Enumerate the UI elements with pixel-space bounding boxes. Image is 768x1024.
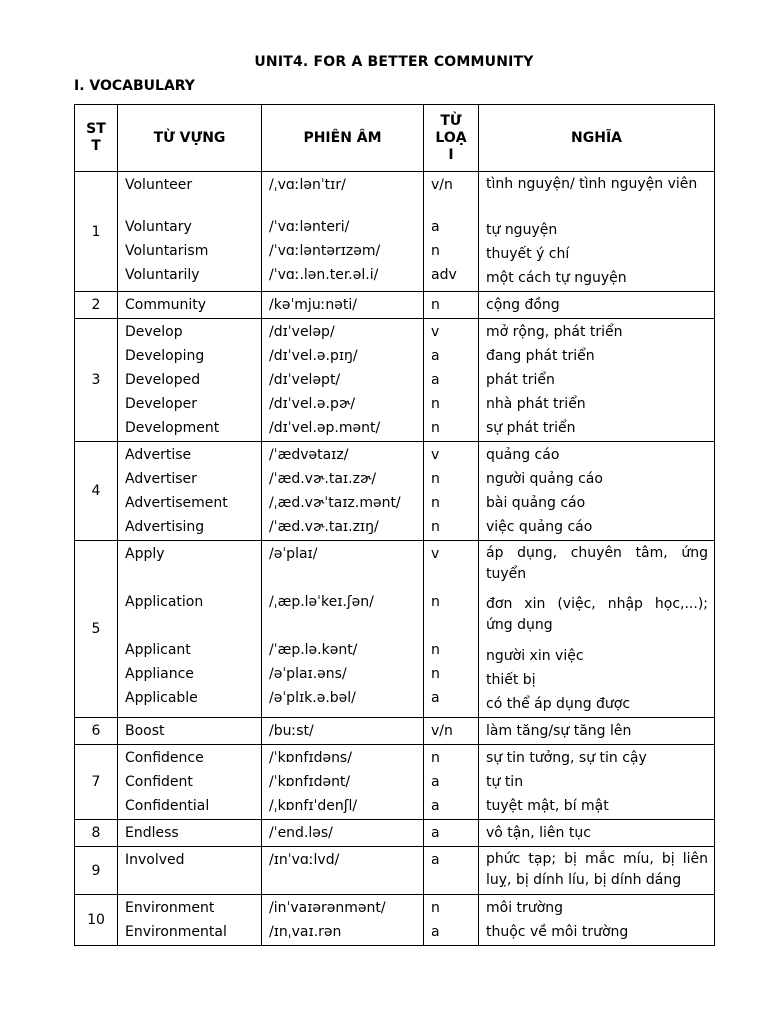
meaning-cell (479, 292, 715, 319)
meaning-item: phức tạp; bị mắc míu, bị liên luỵ, bị dính líu, bị dính dáng (486, 851, 708, 888)
meaning-cell (479, 718, 715, 745)
row-number: 6 (75, 718, 118, 745)
meaning-cell (479, 745, 715, 820)
word-item: Voluntarily (125, 267, 200, 283)
table-row (75, 292, 715, 319)
page-title: UNIT4. FOR A BETTER COMMUNITY (254, 54, 534, 70)
word-item: Developed (125, 372, 201, 388)
ipa-cell (262, 292, 424, 319)
type-item: a (431, 690, 440, 706)
meaning-item: làm tăng/sự tăng lên (486, 723, 632, 739)
type-item: n (431, 594, 440, 610)
meaning-item: áp dụng, chuyên tâm, ứng tuyển (486, 545, 708, 582)
meaning-item: mở rộng, phát triển (486, 324, 623, 340)
type-item: a (431, 924, 440, 940)
meaning-item: thuyết ý chí (486, 246, 570, 262)
type-cell (424, 820, 479, 847)
type-cell (424, 541, 479, 718)
ipa-item: /dɪˈvel.ə.pɚ/ (269, 396, 356, 412)
type-item: n (431, 471, 440, 487)
word-item: Developer (125, 396, 198, 412)
word-cell (118, 172, 262, 292)
type-item: n (431, 243, 440, 259)
word-item: Applicable (125, 690, 198, 706)
ipa-item: /ˌæp.ləˈkeɪ.ʃən/ (269, 594, 374, 610)
type-item: adv (431, 267, 457, 283)
type-item: n (431, 642, 440, 658)
ipa-item: /ˈvɑːləntərɪzəm/ (269, 243, 381, 259)
word-item: Advertiser (125, 471, 197, 487)
table-body (75, 172, 715, 946)
meaning-item: thuộc về môi trường (486, 924, 629, 940)
table-header-row (75, 105, 715, 172)
table-row (75, 541, 715, 718)
meaning-item: một cách tự nguyện (486, 270, 627, 286)
word-item: Develop (125, 324, 183, 340)
type-cell (424, 442, 479, 541)
meaning-item: tuyệt mật, bí mật (486, 798, 609, 814)
row-number: 3 (75, 319, 118, 442)
type-item: a (431, 219, 440, 235)
type-cell (424, 745, 479, 820)
word-item: Voluntarism (125, 243, 209, 259)
meaning-item: đang phát triển (486, 348, 595, 364)
ipa-item: /ˈvɑːlənteri/ (269, 219, 350, 235)
word-item: Advertise (125, 447, 192, 463)
table-row (75, 442, 715, 541)
header-meaning-label: NGHĨA (571, 129, 622, 146)
ipa-item: /ˈend.ləs/ (269, 825, 333, 841)
ipa-item: /ˌkɒnfɪˈdenʃl/ (269, 798, 358, 814)
word-item: Endless (125, 825, 179, 841)
ipa-cell (262, 541, 424, 718)
row-number: 9 (75, 847, 118, 895)
meaning-item: quảng cáo (486, 447, 560, 463)
ipa-item: /dɪˈveləpt/ (269, 372, 341, 388)
word-item: Advertising (125, 519, 205, 535)
meaning-cell (479, 319, 715, 442)
meaning-item: cộng đồng (486, 297, 560, 313)
ipa-cell (262, 820, 424, 847)
ipa-item: /ˈædvətaɪz/ (269, 447, 349, 463)
type-item: v/n (431, 723, 453, 739)
meaning-item: bài quảng cáo (486, 495, 586, 511)
header-stt-label: ST T (86, 121, 106, 154)
word-cell (118, 541, 262, 718)
ipa-item: /ˈæd.vɚ.taɪ.zɚ/ (269, 471, 377, 487)
ipa-item: /ˈkɒnfɪdənt/ (269, 774, 351, 790)
word-cell (118, 847, 262, 895)
word-item: Development (125, 420, 220, 436)
table-row (75, 172, 715, 292)
type-item: n (431, 495, 440, 511)
word-cell (118, 292, 262, 319)
type-item: v (431, 324, 440, 340)
type-cell (424, 718, 479, 745)
type-item: v/n (431, 177, 453, 193)
table-row (75, 847, 715, 895)
word-item: Involved (125, 852, 185, 868)
header-type (424, 105, 479, 172)
header-word (118, 105, 262, 172)
meaning-item: tình nguyện/ tình nguyện viên (486, 176, 698, 192)
type-cell (424, 172, 479, 292)
section-heading: I. VOCABULARY (74, 78, 195, 94)
word-item: Environment (125, 900, 215, 916)
row-number: 5 (75, 541, 118, 718)
type-item: a (431, 372, 440, 388)
vocabulary-table (74, 104, 715, 946)
word-item: Application (125, 594, 204, 610)
type-cell (424, 847, 479, 895)
meaning-item: tự nguyện (486, 222, 558, 238)
header-stt (75, 105, 118, 172)
meaning-item: sự tin tưởng, sự tin cậy (486, 750, 647, 766)
word-cell (118, 319, 262, 442)
header-word-label: TỪ VỰNG (153, 129, 226, 146)
word-cell (118, 745, 262, 820)
ipa-item: /ɪnˌvaɪ.rən (269, 924, 342, 940)
table-row (75, 319, 715, 442)
type-cell (424, 895, 479, 946)
header-meaning (479, 105, 715, 172)
word-item: Community (125, 297, 207, 313)
ipa-cell (262, 745, 424, 820)
type-item: a (431, 825, 440, 841)
word-item: Confidence (125, 750, 204, 766)
meaning-cell (479, 895, 715, 946)
type-item: a (431, 774, 440, 790)
meaning-cell (479, 820, 715, 847)
ipa-cell (262, 319, 424, 442)
ipa-cell (262, 847, 424, 895)
word-item: Developing (125, 348, 205, 364)
header-type-label: TỪ LOẠ I (435, 112, 467, 163)
type-item: n (431, 519, 440, 535)
ipa-item: /ˈæp.lə.kənt/ (269, 642, 358, 658)
word-cell (118, 820, 262, 847)
ipa-item: /ˌæd.vɚˈtaɪz.mənt/ (269, 495, 401, 511)
ipa-item: /kəˈmjuːnəti/ (269, 297, 357, 313)
word-cell (118, 442, 262, 541)
meaning-item: tự tin (486, 774, 524, 790)
meaning-item: có thể áp dụng được (486, 696, 631, 712)
ipa-cell (262, 718, 424, 745)
meaning-cell (479, 541, 715, 718)
word-item: Volunteer (125, 177, 193, 193)
word-cell (118, 895, 262, 946)
meaning-item: phát triển (486, 372, 555, 388)
row-number: 1 (75, 172, 118, 292)
table-row (75, 745, 715, 820)
row-number: 8 (75, 820, 118, 847)
meaning-item: môi trường (486, 900, 563, 916)
type-item: a (431, 798, 440, 814)
header-ipa (262, 105, 424, 172)
word-item: Apply (125, 546, 165, 562)
word-item: Voluntary (125, 219, 192, 235)
type-item: v (431, 546, 440, 562)
word-cell (118, 718, 262, 745)
ipa-cell (262, 895, 424, 946)
meaning-item: nhà phát triển (486, 396, 586, 412)
type-item: a (431, 852, 440, 868)
row-number: 10 (75, 895, 118, 946)
row-number: 2 (75, 292, 118, 319)
meaning-item: thiết bị (486, 672, 536, 688)
ipa-item: /dɪˈvel.əp.mənt/ (269, 420, 381, 436)
type-item: a (431, 348, 440, 364)
ipa-item: /ˌvɑːlənˈtɪr/ (269, 177, 346, 193)
table-row (75, 895, 715, 946)
meaning-cell (479, 172, 715, 292)
ipa-item: /ˈæd.vɚ.taɪ.zɪŋ/ (269, 519, 379, 535)
ipa-item: /əˈplaɪ.əns/ (269, 666, 347, 682)
meaning-cell (479, 847, 715, 895)
word-item: Applicant (125, 642, 191, 658)
type-item: n (431, 900, 440, 916)
type-item: n (431, 420, 440, 436)
type-cell (424, 292, 479, 319)
ipa-cell (262, 442, 424, 541)
word-item: Appliance (125, 666, 194, 682)
ipa-item: /əˈplɪk.ə.bəl/ (269, 690, 356, 706)
word-item: Boost (125, 723, 165, 739)
word-item: Environmental (125, 924, 227, 940)
meaning-item: sự phát triển (486, 420, 576, 436)
ipa-item: /ˈkɒnfɪdəns/ (269, 750, 352, 766)
type-item: n (431, 666, 440, 682)
table-row (75, 820, 715, 847)
type-item: v (431, 447, 440, 463)
type-item: n (431, 297, 440, 313)
meaning-cell (479, 442, 715, 541)
table-row (75, 718, 715, 745)
ipa-item: /buːst/ (269, 723, 314, 739)
row-number: 7 (75, 745, 118, 820)
type-item: n (431, 396, 440, 412)
meaning-item: đơn xin (việc, nhập học,...); ứng dụng (486, 596, 708, 633)
word-item: Confident (125, 774, 193, 790)
meaning-item: người quảng cáo (486, 471, 603, 487)
ipa-item: /inˈvaɪərənmənt/ (269, 900, 386, 916)
word-item: Advertisement (125, 495, 228, 511)
word-item: Confidential (125, 798, 210, 814)
type-item: n (431, 750, 440, 766)
ipa-item: /dɪˈveləp/ (269, 324, 335, 340)
ipa-item: /əˈplaɪ/ (269, 546, 318, 562)
ipa-item: /ɪnˈvɑːlvd/ (269, 852, 340, 868)
ipa-item: /ˈvɑː.lən.ter.əl.i/ (269, 267, 379, 283)
meaning-item: việc quảng cáo (486, 519, 593, 535)
type-cell (424, 319, 479, 442)
meaning-item: người xin việc (486, 648, 584, 664)
meaning-item: vô tận, liên tục (486, 825, 591, 841)
ipa-item: /dɪˈvel.ə.pɪŋ/ (269, 348, 358, 364)
header-ipa-label: PHIÊN ÂM (303, 129, 382, 146)
row-number: 4 (75, 442, 118, 541)
ipa-cell (262, 172, 424, 292)
